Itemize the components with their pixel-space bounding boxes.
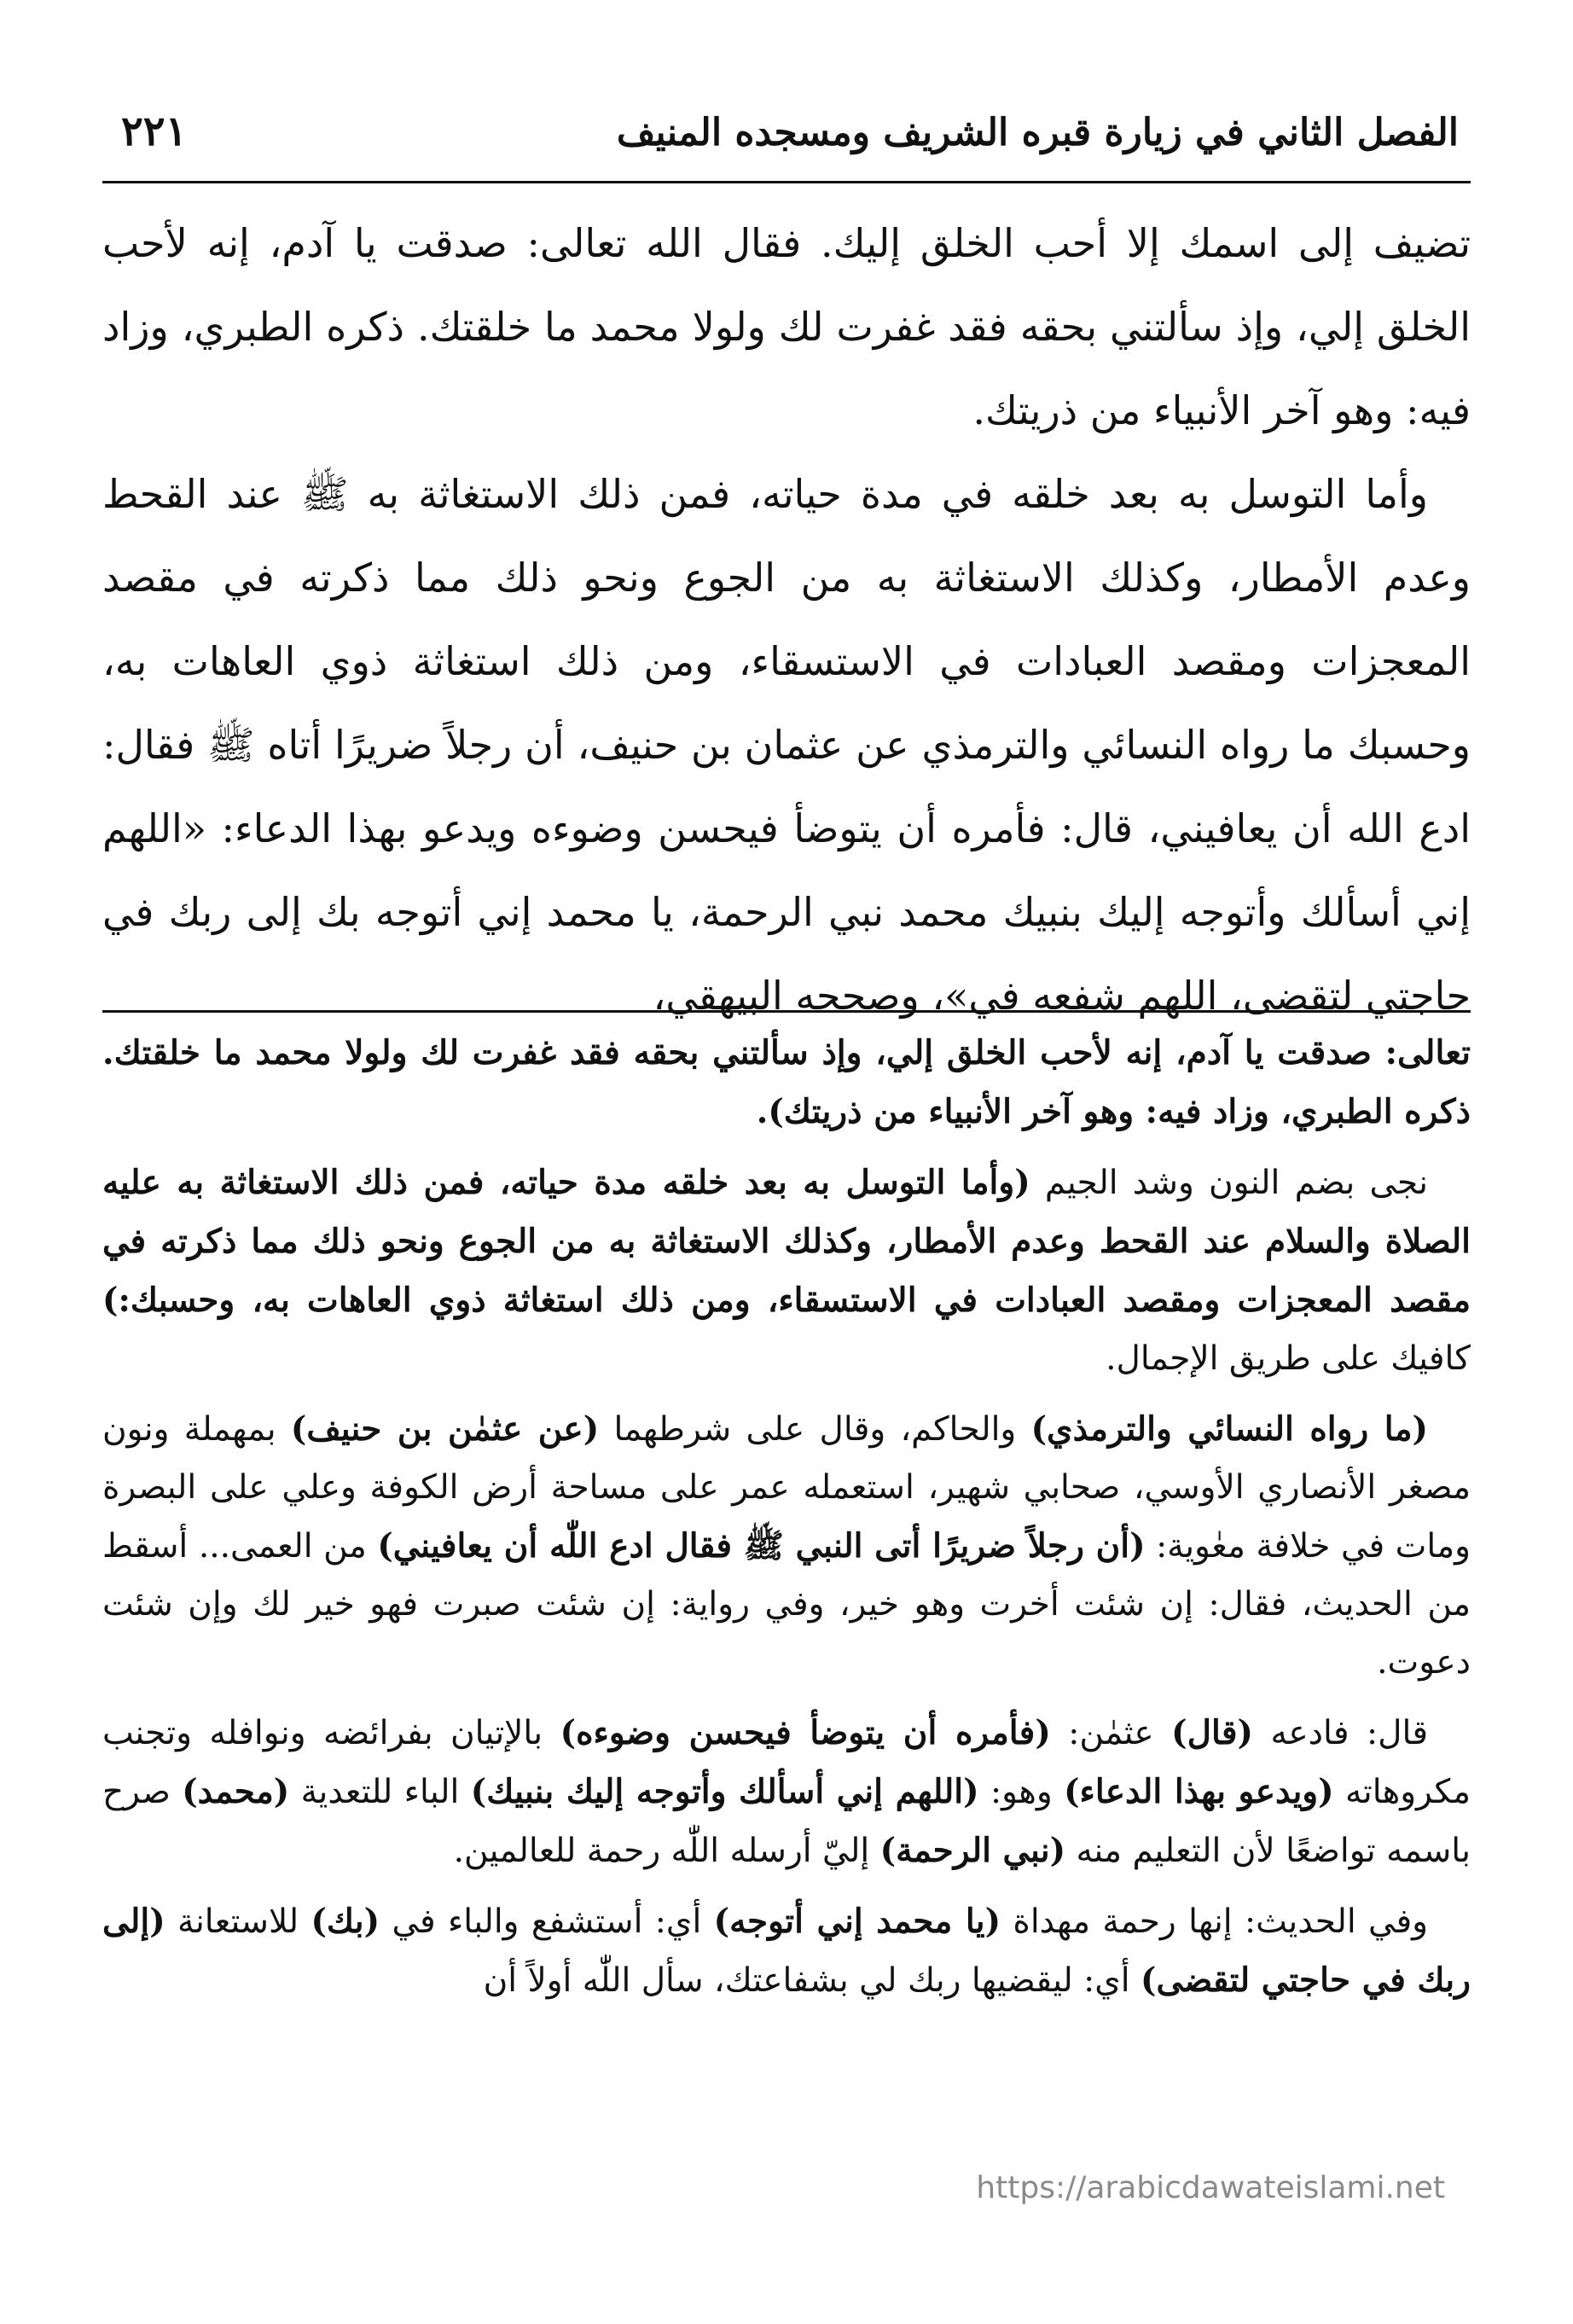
explanation-text: بالإتيان بفرائضه ونوافله وتجنب مكروهاته — [102, 1714, 1471, 1811]
quoted-text: (ويدعو بهذا الدعاء) — [1064, 1772, 1334, 1811]
commentary-paragraph — [102, 1400, 1471, 1692]
quoted-text: (أن رجلاً ضريرًا أتى النبي ﷺ فقال ادع اللّٰه أن يعافيني) — [377, 1526, 1146, 1566]
explanation-text: أي: أستشفع والباء في — [380, 1903, 714, 1941]
quoted-text: (وأما التوسل به بعد خلقه مدة حياته، فمن ذلك الاستغاثة به عليه الصلاة والسلام عند القحط وعدم الأمطار، وكذلك الاستغاثة به من الجوع ونحو ذلك مما ذكرته في مقصد المعجزات ومقصد العبادات في الاستسقاء، ومن ذلك استغاثة ذوي العاهات به، وحسبك:) — [102, 1163, 1471, 1320]
explanation-text: إليّ أرسله اللّٰه رحمة للعالمين. — [453, 1832, 880, 1870]
main-text — [102, 201, 1471, 1037]
commentary-divider — [102, 1010, 1471, 1013]
explanation-text: عثمٰن: — [1050, 1714, 1172, 1752]
chapter-title: الفصل الثاني في زيارة قبره الشريف ومسجده المنيف — [616, 111, 1459, 154]
quoted-text: (بك) — [311, 1902, 380, 1941]
main-paragraph: وأما التوسل به بعد خلقه في مدة حياته، فمن ذلك الاستغاثة به ﷺ عند القحط وعدم الأمطار، وكذلك الاستغاثة به من الجوع ونحو ذلك مما ذكرته في مقصد المعجزات ومقصد العبادات في الاستسقاء، ومن ذلك استغاثة ذوي العاهات به، وحسبك ما رواه النسائي والترمذي عن عثمان بن حنيف، أن رجلاً ضريرًا أتاه ﷺ فقال: ادع الله أن يعافيني، قال: فأمره أن يتوضأ فيحسن وضوءه ويدعو بهذا الدعاء: «اللهم إني أسألك وأتوجه إليك بنبيك محمد نبي الرحمة، يا محمد إني أتوجه بك إلى ربك في حاجتي لتقضى، اللهم شفعه في»، وصححه البيهقي، — [102, 471, 1471, 1019]
commentary-paragraph — [102, 1153, 1471, 1388]
explanation-text: وفي الحديث: إنها رحمة مهداة — [1001, 1903, 1428, 1941]
quoted-text: (قال) — [1171, 1713, 1253, 1752]
explanation-text: للاستعانة — [165, 1903, 311, 1941]
explanation-text: وهو: — [978, 1773, 1065, 1811]
page-number: ٢٢١ — [121, 107, 188, 155]
explanation-text: بمهملة ونون مصغر الأنصاري الأوسي، صحابي شهير، استعمله عمر على مساحة أرض الكوفة وعلي على البصرة ومات في خلافة معٰوية: — [102, 1410, 1471, 1566]
explanation-text: صرح باسمه تواضعًا لأن التعليم منه — [102, 1773, 1471, 1870]
quoted-text: تعالى: صدقت يا آدم، إنه لأحب الخلق إلي، وإذ سألتني بحقه فقد غفرت لك ولولا محمد ما خلقتك. ذكره الطبري، وزاد فيه: وهو آخر الأنبياء من ذريتك). — [102, 1033, 1471, 1131]
quoted-text: (اللهم إني أسألك وأتوجه إليك بنبيك) — [470, 1772, 979, 1811]
explanation-text: أي: ليقضيها ربك لي بشفاعتك، سأل اللّٰه أولاً أن — [483, 1961, 1141, 2000]
commentary-paragraph — [102, 1704, 1471, 1880]
main-paragraph: تضيف إلى اسمك إلا أحب الخلق إليك. فقال الله تعالى: صدقت يا آدم، إنه لأحب الخلق إلي، وإذ سألتني بحقه فقد غفرت لك ولولا محمد ما خلقتك. ذكره الطبري، وزاد فيه: وهو آخر الأنبياء من ذريتك. — [102, 220, 1471, 433]
commentary-text — [102, 1024, 1471, 2022]
quoted-text: (عن عثمٰن بن حنيف) — [290, 1409, 600, 1449]
explanation-text: قال: فادعه — [1252, 1714, 1428, 1752]
quoted-text: (محمد) — [182, 1772, 290, 1811]
quoted-text: (نبي الرحمة) — [879, 1831, 1066, 1870]
quoted-text: (يا محمد إني أتوجه) — [713, 1902, 1001, 1941]
quoted-text: (إلى ربك في حاجتي لتقضى) — [102, 1902, 1471, 2000]
explanation-text: نجى بضم النون وشد الجيم — [1030, 1164, 1428, 1202]
header-divider — [102, 181, 1471, 183]
explanation-text: الباء للتعدية — [289, 1773, 471, 1811]
quoted-text: (فأمره أن يتوضأ فيحسن وضوءه) — [560, 1713, 1051, 1752]
explanation-text: والحاكم، وقال على شرطهما — [599, 1410, 1031, 1449]
quoted-text: (ما رواه النسائي والترمذي) — [1030, 1409, 1429, 1449]
explanation-text: من العمى... أسقط من الحديث، فقال: إن شئت أخرت وهو خير، وفي رواية: إن شئت صبرت فهو خير لك وإن شئت دعوت. — [102, 1527, 1471, 1682]
commentary-paragraph — [102, 1024, 1471, 1142]
commentary-paragraph — [102, 1892, 1471, 2010]
page-header — [102, 101, 1471, 169]
explanation-text: كافيك على طريق الإجمال. — [1106, 1339, 1471, 1378]
website-watermark: https://arabicdawateislami.net — [976, 2170, 1445, 2205]
